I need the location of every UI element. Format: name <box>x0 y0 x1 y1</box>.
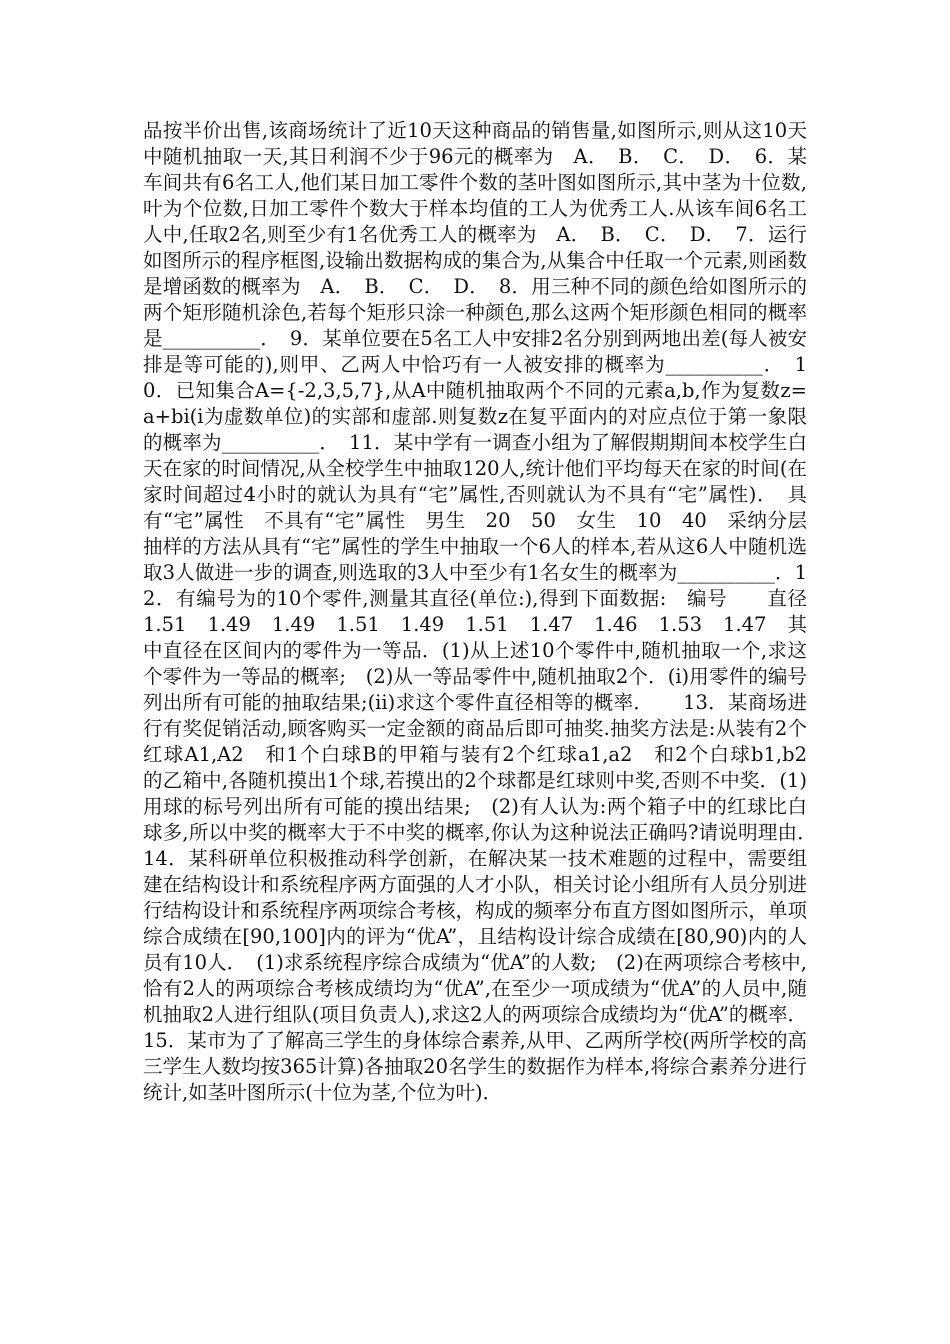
document-body-text: 品按半价出售,该商场统计了近10天这种商品的销售量,如图所示,则从这10天中随机抽取一天,其日利润不少于96元的概率为 A． B． C． D． 6．某车间共有6名工人,他们某日加工零件个数的茎叶图如图所示,其中茎为十位数,叶为个位数,日加工零件个数大于样本均值的工人为优秀工人.从该车间6名工人中,任取2名,则至少有1名优秀工人的概率为 A． B． C． D． 7．运行如图所示的程序框图,设输出数据构成的集合为,从集合中任取一个元素,则函数是增函数的概率为 A． B． C． D． 8．用三种不同的颜色给如图所示的两个矩形随机涂色,若每个矩形只涂一种颜色,那么这两个矩形颜色相同的概率是__________． 9．某单位要在5名工人中安排2名分别到两地出差(每人被安排是等可能的),则甲、乙两人中恰巧有一人被安排的概率为__________． 10．已知集合A={-2,3,5,7},从A中随机抽取两个不同的元素a,b,作为复数z=a+bi(i为虚数单位)的实部和虚部.则复数z在复平面内的对应点位于第一象限的概率为__________． 11．某中学有一调查小组为了解假期期间本校学生白天在家的时间情况,从全校学生中抽取120人,统计他们平均每天在家的时间(在家时间超过4小时的就认为具有“宅”属性,否则就认为不具有“宅”属性)． 具有“宅”属性 不具有“宅”属性 男生 20 50 女生 10 40 采纳分层抽样的方法从具有“宅”属性的学生中抽取一个6人的样本,若从这6人中随机选取3人做进一步的调查,则选取的3人中至少有1名女生的概率为__________．12．有编号为的10个零件,测量其直径(单位:),得到下面数据: 编号 直径 1.51 1.49 1.49 1.51 1.49 1.51 1.47 1.46 1.53 1.47 其中直径在区间内的零件为一等品．(1)从上述10个零件中,随机抽取一个,求这个零件为一等品的概率; (2)从一等品零件中,随机抽取2个．(i)用零件的编号列出所有可能的抽取结果;(ii)求这个零件直径相等的概率． 13．某商场进行有奖促销活动,顾客购买一定金额的商品后即可抽奖.抽奖方法是:从装有2个红球A1,A2 和1个白球B的甲箱与装有2个红球a1,a2 和2个白球b1,b2 的乙箱中,各随机摸出1个球,若摸出的2个球都是红球则中奖,否则不中奖．(1)用球的标号列出所有可能的摸出结果; (2)有人认为:两个箱子中的红球比白球多,所以中奖的概率大于不中奖的概率,你认为这种说法正确吗?请说明理由． 14．某科研单位积极推动科学创新，在解决某一技术难题的过程中，需要组建在结构设计和系统程序两方面强的人才小队，相关讨论小组所有人员分别进行结构设计和系统程序两项综合考核，构成的频率分布直方图如图所示，单项综合成绩在[90,100]内的评为“优A”，且结构设计综合成绩在[80,90)内的人员有10人． (1)求系统程序综合成绩为“优A”的人数; (2)在两项综合考核中,恰有2人的两项综合考核成绩均为“优A”,在至少一项成绩为“优A”的人员中,随机抽取2人进行组队(项目负责人),求这2人的两项综合成绩均为“优A”的概率．15．某市为了了解高三学生的身体综合素养,从甲、乙两所学校(两所学校的高三学生人数均按365计算)各抽取20名学生的数据作为样本,将综合素养分进行统计,如茎叶图所示(十位为茎,个位为叶)． <box>143 119 847 1104</box>
